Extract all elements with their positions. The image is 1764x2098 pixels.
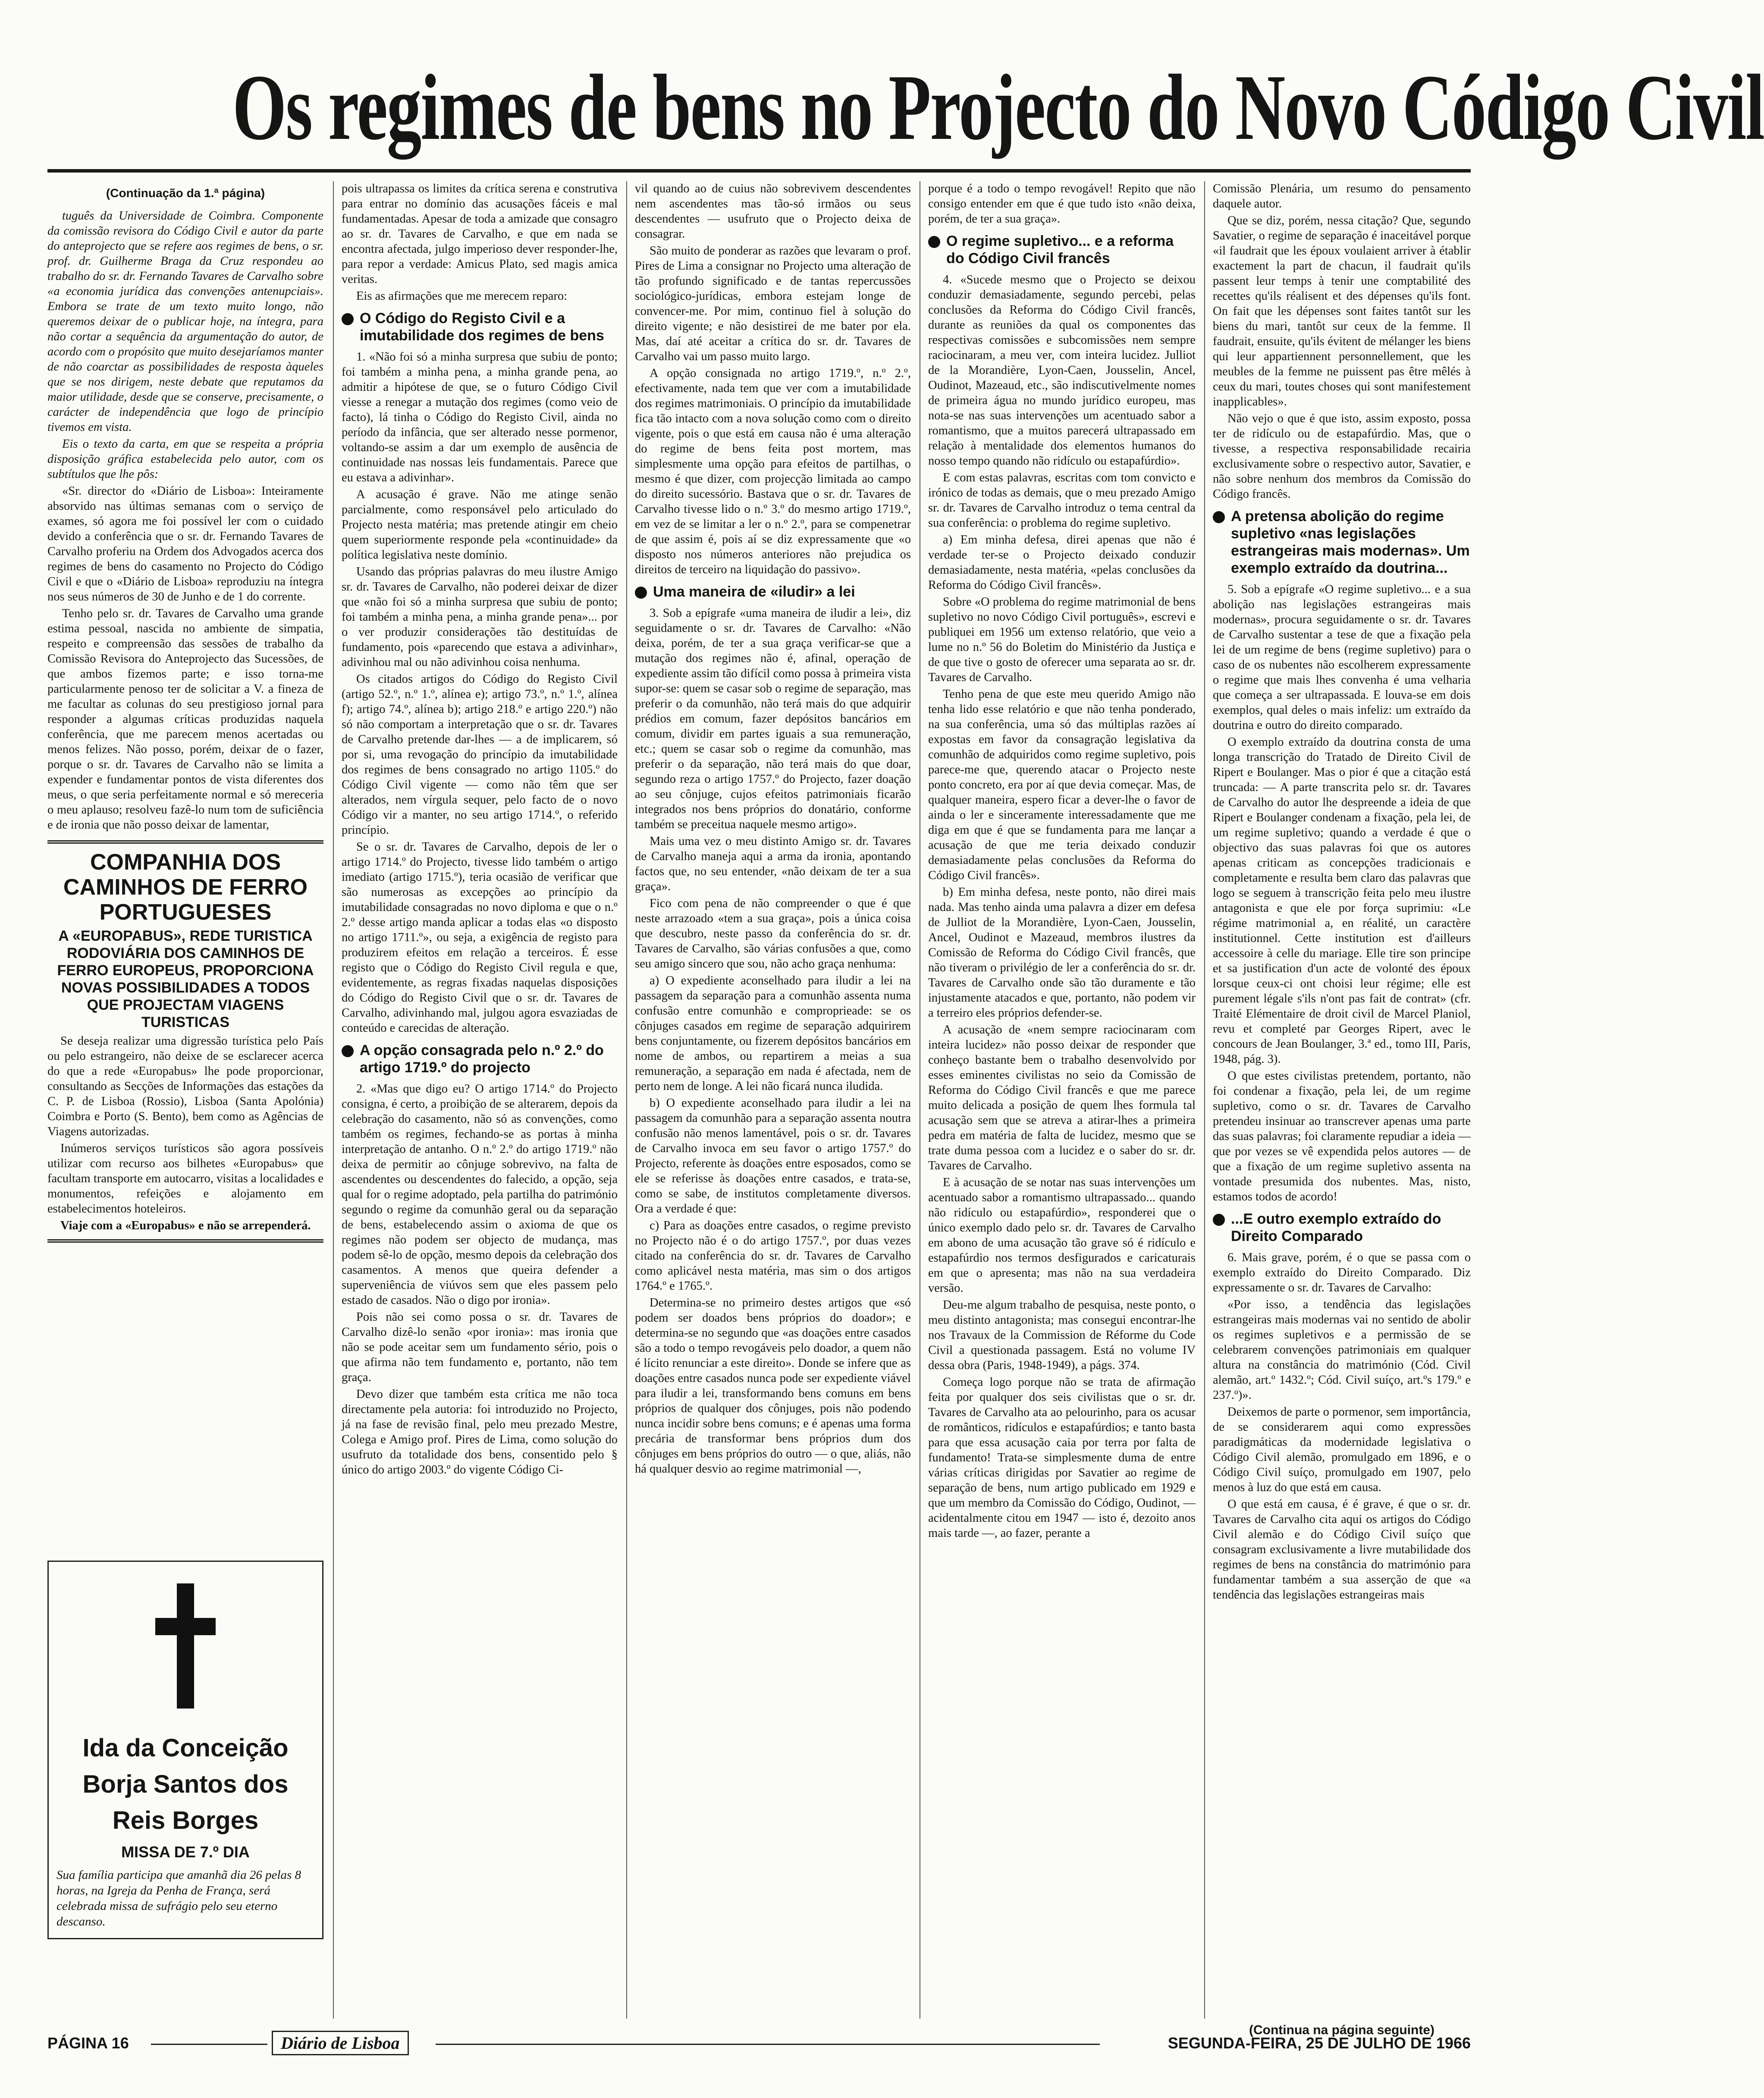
ad-slogan: Viaje com a «Europabus» e não se arrependerá. [60, 1219, 311, 1232]
body-paragraph: Os citados artigos do Código do Registo Civil (artigo 52.º, n.º 1.º, alínea e); artigo 73.º, n.º 1.º, alínea f); artigo 74.º, alínea b); artigo 218.º e artigo 220.º) não só não comportam a interpretação que o sr. dr. Tavares de Carvalho pretende dar-lhes — a de implicarem, só por si, uma revogação do princípio da imutabilidade dos regimes de bens consagrado no artigo 1105.º do Código Civil vigente — como não têm que ser alterados, nem vírgula sequer, pelo facto de o novo Código vir a manter, no seu artigo 1714.º, o referido princípio. [342, 672, 618, 837]
body-paragraph: Deu-me algum trabalho de pesquisa, neste ponto, o meu distinto antagonista; mas consegui encontrar-lhe nos Travaux de la Commission de Réforme du Code Civil a questionada passagem. Está no volume IV dessa obra (Paris, 1948-1949), a págs. 374. [928, 1298, 1196, 1372]
obituary-text: Sua família participa que amanhã dia 26 pelas 8 horas, na Igreja da Penha de França, será celebrada missa de sufrágio pelo seu eterno descanso. [56, 1868, 301, 1928]
body-paragraph: 2. «Mas que digo eu? O artigo 1714.º do Projecto consigna, é certo, a proibição de se alterarem, depois da celebração do casamento, não só as convenções, como também os regimes, fechando-se as portas à minha interpretação de antanho. O n.º 2.º do artigo 1719.º não deixa de permitir ao cônjuge sobrevivo, na falta de ascendentes ou descendentes do falecido, a opção, seja qual for o regime adoptado, pela partilha do património segundo o regime da comunhão geral ou da separação de bens, estabelecendo assim o axioma de que os regimes não podem ser objecto de mudança, mas podem sê-lo de opção, mesmo depois da celebração dos casamentos. A menos que queira defender a superveniência de viúvos sem que eles passem pelo estado de casados. Não o digo por ironia». [342, 1082, 618, 1307]
body-paragraph: a) Em minha defesa, direi apenas que não é verdade ter-se o Projecto deixado conduzir demasiadamente, nesta matéria, «pelas conclusões da Reforma do Código Civil francês». [928, 533, 1196, 592]
issue-date: SEGUNDA-FEIRA, 25 DE JULHO DE 1966 [1168, 2034, 1471, 2052]
body-paragraph: A acusação é grave. Não me atinge senão parcialmente, como responsável pelo articulado do Projecto nesta matéria; mas pretende atingir em cheio quem superiormente responde pela «continuidade» da política legislativa neste domínio. [342, 488, 618, 562]
subheading: A opção consagrada pelo n.º 2.º do artigo 1719.º do projecto [342, 1042, 618, 1076]
bullet-icon [342, 1045, 354, 1057]
body-paragraph: Comissão Plenária, um resumo do pensamento daquele autor. [1213, 182, 1471, 210]
body-paragraph: Pois não sei como possa o sr. dr. Tavares de Carvalho dizê-lo senão «por ironia»: mas ironia que não se pode aceitar sem um fundamento sério, pois o que afirma não tem fundamento e, portanto, não tem graça. [342, 1310, 618, 1384]
body-paragraph: A opção consignada no artigo 1719.º, n.º 2.º, efectivamente, nada tem que ver com a imutabilidade dos regimes matrimoniais. O princípio da imutabilidade fica tão intacto com a nova solução como com o direito vigente, pois o que está em causa não é uma alteração do regime de bens feita post mortem, mas simplesmente uma opção para efeitos de partilhas, o mesmo é que dizer, com projecção limitada ao campo do direito sucessório. Bastava que o sr. dr. Tavares de Carvalho tivesse lido o n.º 3.º do mesmo artigo 1719.º, em vez de se limitar a ler o n.º 2.º, para se compenetrar de que assim é, pois aí se diz expressamente que «o disposto nos números anteriores não prejudica os direitos de terceiro na liquidação do passivo». [635, 367, 911, 576]
ad-title: COMPANHIA DOS CAMINHOS DE FERRO PORTUGUESES [63, 850, 308, 925]
next-page-note: (Continua na página seguinte) [1249, 2023, 1434, 2037]
body-paragraph: Que se diz, porém, nessa citação? Que, segundo Savatier, o regime de separação é inaceitável porque «il faudrait que les époux voulaient arriver à établir exactement la part de chacun, il faudrait qu'ils passent leur temps à tenir une comptabilité des recettes qu'ils réalisent et des dépenses qu'ils font. On fait que les dépenses sont faites tantôt sur les biens du mari, tantôt sur ceux de la femme. Il faudrait, ensuite, qu'ils évitent de mélanger les biens qui leur appartiennent personnellement, que les meubles de la femme ne puissent pas être mêlés à ceux du mari, toutes choses qui sont manifestement inapplicables». [1213, 214, 1471, 408]
subheading: O Código do Registo Civil e a imutabilidade dos regimes de bens [342, 310, 618, 344]
footer-rule [151, 2044, 267, 2045]
body-paragraph: 1. «Não foi só a minha surpresa que subiu de ponto; foi também a minha pena, a minha grande pena, ao admitir a hipótese de que, se o futuro Código Civil viesse a renegar a mutação dos regimes (como veio de facto), lá tinha o Código do Registo Civil, ainda no período da infância, que ser alterado nesse pormenor, voltando-se assim a dar um exemplo de ausência de continuidade nas nossas leis fundamentais. Parece que eu estava a adivinhar». [342, 350, 618, 484]
body-paragraph: b) Em minha defesa, neste ponto, não direi mais nada. Mas tenho ainda uma palavra a dizer em defesa de Julliot de la Morandière, Lyon-Caen, Jousselin, Ancel, Oudinot e Mazeaud, membros ilustres da Comissão de Reforma do Código Civil francês, que não tiveram o privilégio de ler a conferência do sr. dr. Tavares de Carvalho onde são tão duramente e tão injustamente atacados e que, portanto, não podem vir a terreiro eles próprios defender-se. [928, 886, 1196, 1020]
body-paragraph: Usando das próprias palavras do meu ilustre Amigo sr. dr. Tavares de Carvalho, não poderei deixar de dizer que «não foi só a minha surpresa que subiu de ponto; foi também a minha pena, a minha grande pena»... por o ver produzir considerações tão destituídas de fundamento, pois «parecendo que estava a adivinhar», adivinhou mal ou não adivinhou coisa nenhuma. [342, 565, 618, 669]
column-5 [1213, 181, 1471, 2019]
subheading: A pretensa abolição do regime supletivo «nas legislações estrangeiras mais modernas». Um exemplo extraído da doutrina... [1213, 508, 1471, 577]
railway-advertisement [47, 840, 323, 1243]
bullet-icon [1213, 1214, 1225, 1226]
body-paragraph: Devo dizer que também esta crítica me não toca directamente pela autoria: foi introduzido no Projecto, já na fase de revisão final, pelo meu prezado Mestre, Colega e Amigo prof. Pires de Lima, como solução do usufruto da totalidade dos bens, consentido pelo § único do artigo 2003.º do vigente Código Ci- [342, 1388, 618, 1476]
intro-paragraph-2: Eis o texto da carta, em que se respeita a própria disposição gráfica estabelecida pelo autor, com os subtítulos que lhe pôs: [47, 437, 323, 481]
body-paragraph: Se o sr. dr. Tavares de Carvalho, depois de ler o artigo 1714.º do Projecto, tivesse lido também o artigo imediato (artigo 1715.º), teria ocasião de verificar que são numerosas as excepções ao princípio da imutabilidade consagradas no novo diploma e que o n.º 2.º desse artigo manda aplicar a todas elas «o disposto no artigo 1711.º», ou seja, a exigência de registo para produzirem efeitos em relação a terceiros. É esse registo que o Código do Registo Civil regula e que, evidentemente, as regras fixadas naquelas disposições do Código do Registo Civil que o sr. dr. Tavares de Carvalho, adivinhando mal, julgou agora esvaziadas de conteúdo e carecidas de alteração. [342, 840, 618, 1035]
body-paragraph: 6. Mais grave, porém, é o que se passa com o exemplo extraído do Direito Comparado. Diz expressamente o sr. dr. Tavares de Carvalho: [1213, 1251, 1471, 1294]
bullet-icon [635, 587, 647, 599]
page-number: PÁGINA 16 [47, 2034, 129, 2052]
body-paragraph: vil quando ao de cuius não sobrevivem descendentes nem ascendentes mas tão-só irmãos ou seus descendentes — usufruto que o Projecto deixa de consagrar. [635, 182, 911, 241]
bullet-icon [1213, 511, 1225, 523]
body-paragraph: porque é a todo o tempo revogável! Repito que não consigo entender em que é que tudo isto «não deixa, porém, de ter a sua graça». [928, 182, 1196, 226]
subheading: O regime supletivo... e a reforma do Código Civil francês [928, 232, 1196, 267]
body-paragraph: 5. Sob a epígrafe «O regime supletivo... e a sua abolição nas legislações estrangeiras mais modernas», procura seguidamente o sr. dr. Tavares de Carvalho sustentar a tese de que a fixação pela lei de um regime de bens (regime supletivo) para o caso de os nubentes não escolherem expressamente o regime que mais lhes convenha é uma velharia que começa a ser ultrapassada. E louva-se em dois exemplos, qual deles o mais infeliz: um extraído da doutrina e outro do direito comparado. [1213, 583, 1471, 732]
headline: Os regimes de bens no Projecto do Novo Código Civil [232, 56, 1764, 160]
subheading: Uma maneira de «iludir» a lei [635, 583, 911, 600]
body-paragraph: O que está em causa, é é grave, é que o sr. dr. Tavares de Carvalho cita aqui os artigos do Código Civil alemão e do Código Civil suíço que consagram exclusivamente a livre mutabilidade dos regimes de bens na constância do matrimónio para fundamentar também a sua asserção de que «a tendência das legislações estrangeiras mais [1213, 1498, 1471, 1602]
masthead-logo: Diário de Lisboa [272, 2031, 409, 2055]
column-4 [928, 181, 1196, 2019]
obituary-notice [47, 1553, 323, 1939]
body-paragraph: O exemplo extraído da doutrina consta de uma longa transcrição do Tratado de Direito Civil de Ripert e Boulanger. Mas o pior é que a citação está truncada: — A parte transcrita pelo sr. dr. Tavares de Carvalho do autor lhe despreende a ideia de que Ripert e Boulanger condenam a fixação, pela lei, de um regime supletivo; quando a verdade é que o objectivo das suas palavras foi que os autores apenas criticam as concepções tradicionais e completamente e resulta bem claro das palavras que logo se seguem à transcrição feita pelo meu ilustre antagonista e que ele por força suprimiu: «Le régime matrimonial a, en réalité, un caractère institutionnel. Cette institution est d'ailleurs accessoire à celle du mariage. Elle tire son principe et sa justification d'un acte de volonté des époux lorsque ceux-ci ont choisi leur régime; elle est purement légale s'ils n'ont pas fait de contrat» (cfr. Traité Elémentaire de droit civil de Marcel Planiol, revu et completé par Georges Ripert, avec le concours de Jean Boulanger, 3.ª ed., tomo III, Paris, 1948, pág. 3). [1213, 735, 1471, 1066]
body-paragraph: A acusação de «nem sempre raciocinaram com inteira lucidez» não posso deixar de responder que conheço bastante bem o trabalho desenvolvido por esses eminentes civilistas no seio da Comissão de Reforma do Código Civil francês e que me parece muito delicada a posição de quem lhes formula tal acusação sem que se atreva a atirar-lhes a primeira pedra em matéria de falta de lucidez, mesmo que se trate duma pessoa com a lucidez e o saber do sr. dr. Tavares de Carvalho. [928, 1023, 1196, 1172]
body-paragraph: pois ultrapassa os limites da crítica serena e construtiva para entrar no domínio das acusações fáceis e mal fundamentadas. Apesar de toda a amizade que consagro ao sr. dr. Tavares de Carvalho, e que em nada se encontra afectada, julgo imperioso dever responder-lhe, para repor a verdade: Amicus Plato, sed magis amica veritas. [342, 182, 618, 286]
newspaper-page [47, 17, 1764, 2079]
column-1 [47, 181, 323, 1458]
intro-paragraph: tuguês da Universidade de Coimbra. Componente da comissão revisora do Código Civil e autor da parte do anteprojecto que se refere aos regimes de bens, o sr. prof. dr. Guilherme Braga da Cruz respondeu ao trabalho do sr. dr. Fernando Tavares de Carvalho sobre «a economia jurídica das convenções antenupciais». Embora se trate de um texto muito longo, não queremos deixar de o publicar hoje, na íntegra, para não cortar a sequência da argumentação do autor, de acordo com o propósito que muito desejaríamos manter de não coarctar as possibilidades de resposta àqueles que se nos dirigem, neste debate que reputamos da maior utilidade, desde que se conserve, precisamente, o carácter de independência que logo de princípio tivemos em vista. [47, 209, 323, 434]
body-paragraph: E com estas palavras, escritas com tom convicto e irónico de todas as demais, que o meu prezado Amigo sr. dr. Tavares de Carvalho introduz o tema central da sua conferência: o problema do regime supletivo. [928, 471, 1196, 530]
body-paragraph: Sobre «O problema do regime matrimonial de bens supletivo no novo Código Civil português», escrevi e publiquei em 1956 um extenso relatório, que veio a lume no n.º 56 do Boletim do Ministério da Justiça e de que tive o gosto de oferecer uma separata ao sr. dr. Tavares de Carvalho. [928, 595, 1196, 684]
ad-body: Inúmeros serviços turísticos são agora possíveis utilizar com recurso aos bilhetes «Europabus» que facultam transporte em autocarro, visitas a localidades e monumentos, refeições e alojamento em estabelecimentos hoteleiros. [47, 1142, 323, 1215]
body-paragraph: b) O expediente aconselhado para iludir a lei na passagem da comunhão para a separação assenta noutra confusão não menos lamentável, pois o sr. dr. Tavares de Carvalho invoca em seu favor o artigo 1757.º do Projecto, referente às doações entre esposados, como se ele se referisse às doações entre casados, e trata-se, como se sabe, de institutos completamente diversos. Ora a verdade é que: [635, 1096, 911, 1215]
column-divider [1204, 181, 1205, 2019]
body-paragraph: Começa logo porque não se trata de afirmação feita por qualquer dos seis civilistas que o sr. dr. Tavares de Carvalho ata ao pelourinho, para os acusar de românticos, ridículos e estapafúrdios; e tanto basta para que essa acusação caia por terra por falta de fundamento! Trata-se simplesmente duma de entre várias críticas dirigidas por Savatier ao regime de separação de bens, num artigo publicado em 1929 e que um membro da Comissão do Código, Oudinot, — acidentalmente citou em 1947 — isto é, dezoito anos mais tarde —, ao fazer, perante a [928, 1376, 1196, 1540]
body-paragraph: E à acusação de se notar nas suas intervenções um acentuado sabor a romantismo ultrapassado... quando não ridículo ou estapafúrdio», responderei que o único exemplo dado pelo sr. dr. Tavares de Carvalho em abono de uma acusação tão grave só é ridículo e estapafúrdio nos termos desfigurados e caricaturais em que o apresenta; mas não na sua verdadeira versão. [928, 1176, 1196, 1295]
body-paragraph: 4. «Sucede mesmo que o Projecto se deixou conduzir demasiadamente, segundo percebi, pelas conclusões da Reforma do Código Civil francês, durante as reuniões da qual os componentes das respectivas comissões e subcomissões nem sempre raciocinaram, a meu ver, com inteira lucidez. Julliot de la Morandière, Lyon-Caen, Jousselin, Ancel, Oudinot, Mazeaud, etc., são indiscutivelmente nomes de primeira água no mundo jurídico europeu, mas nota-se nas suas intervenções um acentuado sabor a romantismo, que a muitos parecerá ultrapassado em relação à mentalidade dos elementos humanos do nosso tempo quando não ridículo ou estapafúrdio». [928, 273, 1196, 468]
obituary-name: Ida da Conceição Borja Santos dos Reis Borges [82, 1734, 289, 1834]
body-paragraph: Não vejo o que é que isto, assim exposto, possa ter de ridículo ou de estapafúrdio. Mas, que o tivesse, a respectiva responsabilidade recairia exclusivamente sobre o respectivo autor, Savatier, e não sobre nenhum dos membros da Comissão do Código francês. [1213, 412, 1471, 501]
column-divider [626, 181, 627, 2019]
body-paragraph: Mais uma vez o meu distinto Amigo sr. dr. Tavares de Carvalho maneja aqui a arma da ironia, apontando factos que, no seu entender, «não deixam de ter a sua graça». [635, 835, 911, 893]
column-divider [333, 181, 334, 2019]
body-paragraph: Tenho pena de que este meu querido Amigo não tenha lido esse relatório e que não tenha ponderado, na sua conferência, uma só das múltiplas razões aí expostas em favor da consagração legislativa da comunhão de adquiridos como regime supletivo, pois parece-me que, querendo atacar o Projecto neste ponto concreto, era por aí que devia começar. Mas, de qualquer maneira, espero ficar a dever-lhe o favor de ainda o ler e sinceramente interessadamente que me diga em que é que se fundamenta para me lançar a acusação de que me teria deixado conduzir demasiadamente pelas conclusões da Reforma do Código Civil francês». [928, 688, 1196, 882]
body-paragraph: c) Para as doações entre casados, o regime previsto no Projecto não é o do artigo 1757.º, por duas vezes citado na conferência do sr. dr. Tavares de Carvalho como aplicável nesta matéria, mas sim o dos artigos 1764.º e 1765.º. [635, 1219, 911, 1293]
body-paragraph: O que estes civilistas pretendem, portanto, não foi condenar a fixação, pela lei, de um regime supletivo, como o sr. dr. Tavares de Carvalho pretendeu insinuar ao transcrever apenas uma parte das suas palavras; foi claramente repudiar a ideia — que por vezes se vê expendida pelos autores — de que a fixação de um regime supletivo assenta na vontade presumida dos nubentes. Mas, nisto, estamos todos de acordo! [1213, 1069, 1471, 1203]
bullet-icon [342, 313, 354, 325]
column-3 [635, 181, 911, 2019]
body-paragraph: Fico com pena de não compreender o que é que neste arrazoado «tem a sua graça», pois a única coisa que descubro, neste passo da conferência do sr. dr. Tavares de Carvalho, são várias confusões a que, como seu amigo sincero que sou, não acho graça nenhuma: [635, 897, 911, 970]
body-paragraph: Eis as afirmações que me merecem reparo: [356, 289, 568, 303]
continuation-note: (Continuação da 1.ª página) [106, 186, 265, 200]
bullet-icon [928, 236, 940, 248]
body-paragraph: «Por isso, a tendência das legislações estrangeiras mais modernas vai no sentido de abolir os regimes supletivos e a permissão de se celebrarem convenções patrimoniais em qualquer altura na constância do matrimónio (Cód. Civil alemão, art.º 1432.º; Cód. Civil suíço, art.ºs 179.º e 237.º)». [1213, 1298, 1471, 1402]
obituary-mass: MISSA DE 7.º DIA [121, 1843, 250, 1861]
page-footer [47, 2031, 1471, 2057]
body-paragraph: Determina-se no primeiro destes artigos que «só podem ser doados bens próprios do doador»; e determina-se no segundo que «as doações entre casados são a todo o tempo revogáveis pelo doador, a quem não é lícito renunciar a este direito». Donde se infere que as doações entre casados nunca pode ser expediente viável para iludir a lei, transformando bens comuns em bens próprios de qualquer dos cônjuges, pois não podendo nunca incidir sobre bens comuns; e é apenas uma forma precária de transformar bens próprios dum dos cônjuges em bens próprios do outro — o que, aliás, não há qualquer desvio ao regime matrimonial —, [635, 1296, 911, 1476]
body-paragraph: a) O expediente aconselhado para iludir a lei na passagem da separação para a comunhão assenta numa confusão entre comunhão e comproprieade: se os cônjuges casados em regime de separação adquirirem bens conjuntamente, ou fizerem depósitos bancários em nome de ambos, ou repartirem a meias a sua remuneração, a separação em nada é afectada, nem de perto nem de longe. A lei não ficará nunca iludida. [635, 974, 911, 1093]
ad-lead: A «EUROPABUS», REDE TURISTICA RODOVIÁRIA DOS CAMINHOS DE FERRO EUROPEUS, PROPORCIONA NOVAS POSSIBILIDADES A TODOS QUE PROJECTAM VIAGENS TURISTICAS [57, 928, 314, 1030]
letter-paragraph: Tenho pelo sr. dr. Tavares de Carvalho uma grande estima pessoal, nascida no ambiente de simpatia, respeito e compreensão das sessões de trabalho da Comissão Revisora do Anteprojecto das Sucessões, de que ambos fizemos parte; e isso torna-me particularmente penoso ter de solicitar a V. a fineza de me facultar as colunas do seu prestigioso jornal para responder a algumas críticas produzidas naquela conferência, que me parecem menos acertadas ou menos felizes. Não posso, porém, deixar de o fazer, porque o sr. dr. Tavares de Carvalho não se limita a expender e fundamentar pontos de vista diferentes dos meus, o que seria perfeitamente normal e só mereceria o meu aplauso; resolveu fazê-lo num tom de suficiência e de ironia que não posso deixar de lamentar, [47, 607, 323, 832]
subheading: ...E outro exemplo extraído do Direito Comparado [1213, 1210, 1471, 1245]
body-paragraph: São muito de ponderar as razões que levaram o prof. Pires de Lima a consignar no Projecto uma alteração de tão profundo significado e de tantas repercussões sociológico-jurídicas, embora estejam longe de convencer-me. Por mim, continuo fiel à solução do direito vigente; e não desistirei de me bater por ela. Mas, daí até aceitar a crítica do sr. dr. Tavares de Carvalho vai um passo muito largo. [635, 244, 911, 363]
body-paragraph: Deixemos de parte o pormenor, sem importância, de se considerarem aqui como expressões paradigmáticas da modernidade legislativa o Código Civil alemão, promulgado em 1896, e o Código Civil suíço, promulgado em 1907, pelo menos à luz do que está em causa. [1213, 1405, 1471, 1494]
cross-icon [155, 1583, 216, 1709]
ad-body: Se deseja realizar uma digressão turística pelo País ou pelo estrangeiro, não deixe de se esclarecer acerca do que a rede «Europabus» lhe pode proporcionar, consultando as Secções de Informações das estações da C. P. de Lisboa (Rossio), Lisboa (Santa Apolónia) Coimbra e Porto (S. Bento), bem como as Agências de Viagens autorizadas. [47, 1034, 323, 1138]
body-paragraph: 3. Sob a epígrafe «uma maneira de iludir a lei», diz seguidamente o sr. dr. Tavares de Carvalho: «Não deixa, porém, de ter a sua graça verificar-se que a mutação dos regimes não é, afinal, operação de expediente assim tão difícil como possa à primeira vista supor-se: quem se casar sob o regime de separação, mas preferir o da comunhão, não terá mais do que adquirir prédios em comum, fazer depósitos bancários em comum, dividir em partes iguais a sua remuneração, etc.; quem se casar sob o regime da comunhão, mas preferir o da separação, não terá mais do que doar, segundo reza o artigo 1757.º do Projecto, fazer doação ao seu cônjuge, cujos efeitos patrimoniais ficarão integrados nos bens próprios do donatário, conforme também se preceitua naquele mesmo artigo». [635, 606, 911, 831]
letter-paragraph: «Sr. director do «Diário de Lisboa»: Inteiramente absorvido nas últimas semanas com o serviço de exames, só agora me foi possível ler com o cuidado devido a conferência que o sr. dr. Fernando Tavares de Carvalho proferiu na Ordem dos Advogados acerca dos regimes de bens do casamento no Projecto do Código Civil e que o «Diário de Lisboa» reproduziu na íntegra nos seus números de 30 de Junho e de 1 do corrente. [47, 484, 323, 603]
headline-rule [47, 169, 1471, 173]
column-2 [342, 181, 618, 2019]
footer-rule [436, 2044, 1100, 2045]
